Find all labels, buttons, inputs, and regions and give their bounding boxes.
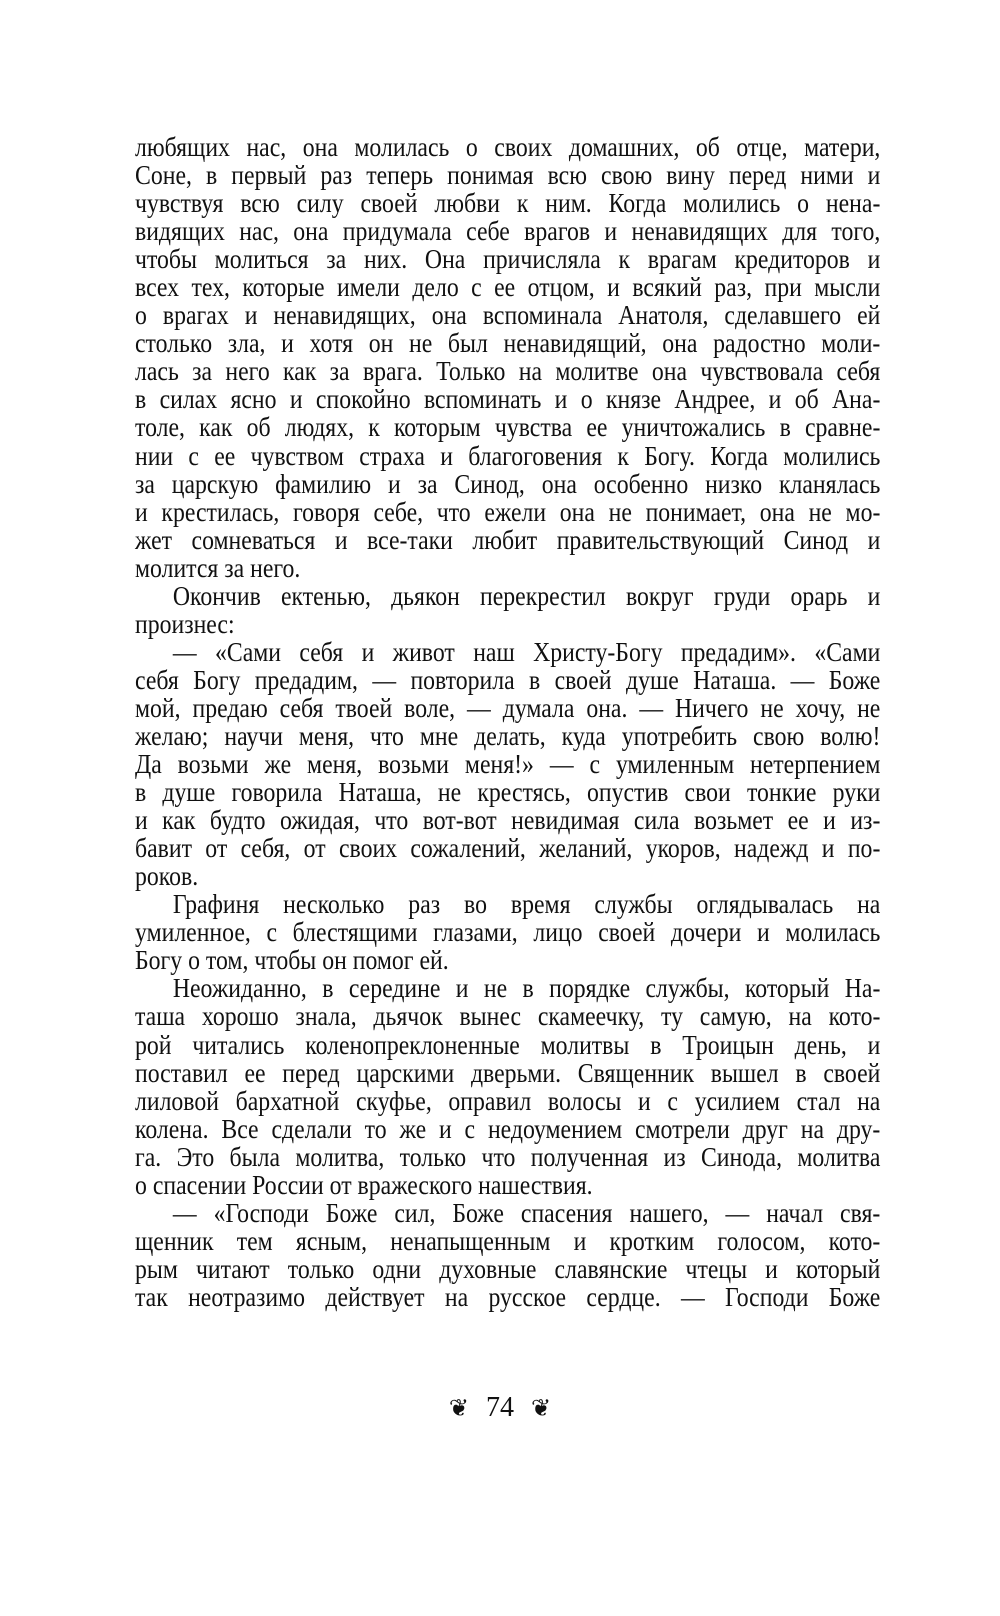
text-line: роков.	[135, 861, 199, 892]
text-line: колена. Все сделали то же и с недоумением смотрели друг на дру-	[135, 1113, 881, 1144]
text-line: молится за него.	[135, 552, 301, 583]
text-line: Графиня несколько раз во время службы оглядывалась на	[172, 889, 881, 920]
text-line: чувствуя всю силу своей любви к ним. Когда молились о нена-	[135, 188, 881, 219]
text-line: Неожиданно, в середине и не в порядке службы, который На-	[172, 973, 881, 1004]
text-line: лась за него как за врага. Только на молитве она чувствовала себя	[135, 356, 881, 387]
text-line: о врагах и ненавидящих, она вспоминала Анатоля, сделавшего ей	[135, 300, 881, 331]
text-line: видящих нас, она придумала себе врагов и ненавидящих для того,	[135, 216, 881, 247]
text-line: в душе говорила Наташа, не крестясь, опустив свои тонкие руки	[135, 777, 881, 808]
text-line: за царскую фамилию и за Синод, она особенно низко кланялась	[135, 468, 881, 499]
text-line: поставил ее перед царскими дверьми. Священник вышел в своей	[135, 1057, 881, 1088]
text-line: любящих нас, она молилась о своих домашних, об отце, матери,	[135, 132, 881, 162]
text-line: щенник тем ясным, ненапыщенным и кротким голосом, кото-	[135, 1225, 881, 1256]
text-line: всех тех, которые имели дело с ее отцом, и всякий раз, при мысли	[135, 272, 881, 303]
ornament-left-icon: ❦	[448, 1394, 469, 1422]
page-number: 74	[486, 1392, 514, 1423]
body-text	[135, 133, 880, 1311]
text-line: Да возьми же меня, возьми меня!» — с умиленным нетерпением	[135, 749, 881, 780]
text-line: о спасении России от вражеского нашествия.	[135, 1169, 593, 1200]
page-footer	[0, 1392, 1000, 1424]
text-line: га. Это была молитва, только что полученная из Синода, молитва	[135, 1141, 881, 1172]
text-line: нии с ее чувством страха и благоговения к Богу. Когда молились	[135, 440, 881, 471]
text-line: толе, как об людях, к которым чувства ее уничтожались в сравне-	[135, 412, 881, 443]
text-line: мой, предаю себя твоей воле, — думала она. — Ничего не хочу, не	[135, 692, 881, 723]
text-line: себя Богу предадим, — повторила в своей душе Наташа. — Боже	[135, 664, 881, 695]
text-line: Соне, в первый раз теперь понимая всю свою вину перед ними и	[135, 160, 881, 191]
text-line: Богу о том, чтобы он помог ей.	[135, 945, 449, 976]
text-line: в силах ясно и спокойно вспоминать и о князе Андрее, и об Ана-	[135, 384, 881, 415]
text-line: жет сомневаться и все-таки любит правительствующий Синод и	[135, 524, 881, 555]
text-line: столько зла, и хотя он не был ненавидящий, она радостно моли-	[135, 328, 881, 359]
text-line: произнес:	[135, 608, 235, 639]
text-line: лиловой бархатной скуфье, оправил волосы и с усилием стал на	[135, 1085, 881, 1116]
text-line: так неотразимо действует на русское сердце. — Господи Боже	[135, 1281, 881, 1312]
text-line: Окончив ектенью, дьякон перекрестил вокруг груди орарь и	[172, 580, 881, 611]
text-line: таша хорошо знала, дьячок вынес скамеечку, ту самую, на кото-	[135, 1001, 881, 1032]
text-line: рой читались коленопреклоненные молитвы в Троицын день, и	[135, 1029, 881, 1060]
text-line: рым читают только одни духовные славянские чтецы и который	[135, 1253, 881, 1284]
ornament-right-icon: ❦	[531, 1394, 552, 1422]
text-line: желаю; научи меня, что мне делать, куда употребить свою волю!	[135, 720, 881, 751]
text-line: и как будто ожидая, что вот-вот невидимая сила возьмет ее и из-	[135, 805, 881, 836]
text-line: и крестилась, говоря себе, что ежели она не понимает, она не мо-	[135, 496, 881, 527]
text-line: — «Господи Боже сил, Боже спасения нашего, — начал свя-	[172, 1197, 881, 1228]
text-line: — «Сами себя и живот наш Христу-Богу предадим». «Сами	[172, 636, 881, 667]
text-line: чтобы молиться за них. Она причисляла к врагам кредиторов и	[135, 244, 881, 275]
text-line: бавит от себя, от своих сожалений, желаний, укоров, надежд и по-	[135, 833, 881, 864]
text-line: умиленное, с блестящими глазами, лицо своей дочери и молилась	[135, 917, 881, 948]
